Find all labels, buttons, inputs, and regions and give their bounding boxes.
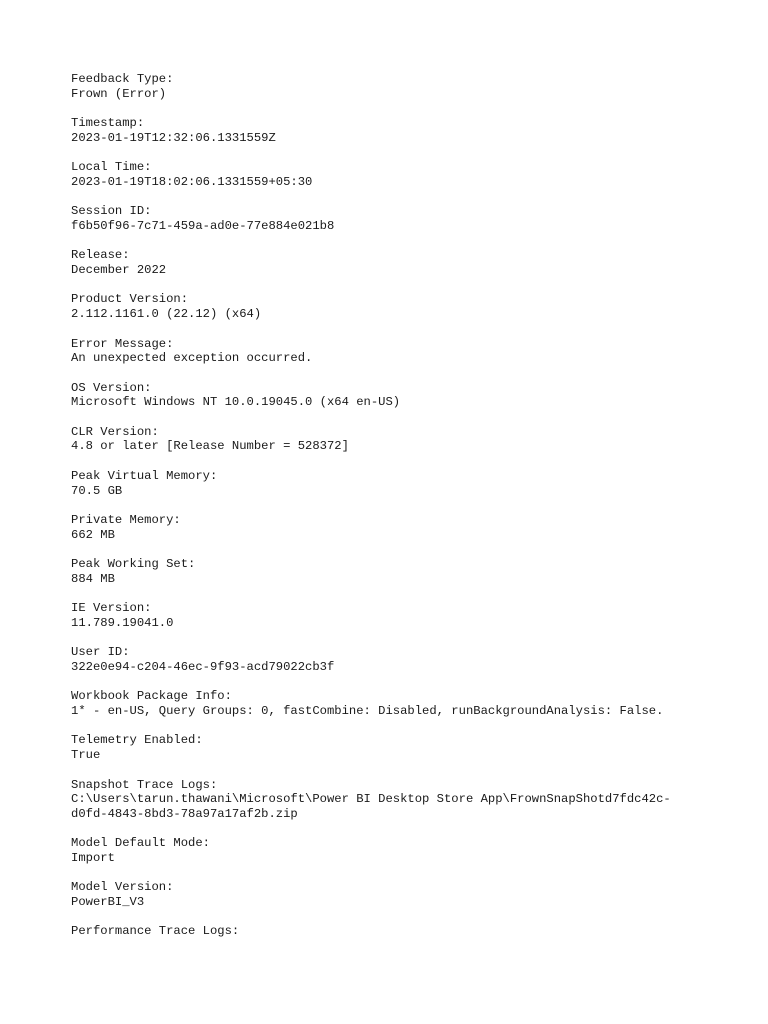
field-value: 1* - en-US, Query Groups: 0, fastCombine: Disabled, runBackgroundAnalysis: False. <box>71 704 664 719</box>
field-value: True <box>71 748 101 763</box>
field-value: Microsoft Windows NT 10.0.19045.0 (x64 en-US) <box>71 395 401 410</box>
field-label: Workbook Package Info: <box>71 689 232 704</box>
field-value: 70.5 GB <box>71 483 123 498</box>
field-product-version <box>71 292 711 321</box>
field-value: 2023-01-19T12:32:06.1331559Z <box>71 130 276 145</box>
field-label: CLR Version: <box>71 424 159 439</box>
field-clr-version <box>71 425 711 454</box>
field-feedback-type <box>71 72 711 101</box>
field-release <box>71 248 711 277</box>
field-local-time <box>71 160 711 189</box>
field-label: Private Memory: <box>71 512 181 527</box>
field-error-message <box>71 337 711 366</box>
field-private-memory <box>71 513 711 542</box>
field-value: Frown (Error) <box>71 86 167 101</box>
field-label: Peak Working Set: <box>71 557 196 572</box>
field-value: 11.789.19041.0 <box>71 615 174 630</box>
field-value: 662 MB <box>71 527 115 542</box>
field-label: Model Version: <box>71 880 174 895</box>
field-label: Snapshot Trace Logs: <box>71 777 218 792</box>
field-label: Telemetry Enabled: <box>71 733 203 748</box>
field-value: C:\Users\tarun.thawani\Microsoft\Power BI Desktop Store App\FrownSnapShotd7fdc42c- d0fd-4843-8bd3-78a97a17af2b.zip <box>71 792 671 821</box>
field-value: An unexpected exception occurred. <box>71 351 313 366</box>
field-label: Local Time: <box>71 160 152 175</box>
field-performance-trace-logs <box>71 924 711 939</box>
field-value: December 2022 <box>71 263 167 278</box>
field-telemetry-enabled <box>71 733 711 762</box>
field-timestamp <box>71 116 711 145</box>
field-label: Product Version: <box>71 292 189 307</box>
field-user-id <box>71 645 711 674</box>
field-value: 4.8 or later [Release Number = 528372] <box>71 439 349 454</box>
field-value: 884 MB <box>71 571 115 586</box>
field-workbook-package-info <box>71 689 711 718</box>
field-label: User ID: <box>71 645 130 660</box>
field-session-id <box>71 204 711 233</box>
field-model-default-mode <box>71 836 711 865</box>
field-label: Release: <box>71 248 130 263</box>
field-value: 322e0e94-c204-46ec-9f93-acd79022cb3f <box>71 659 335 674</box>
field-value: PowerBI_V3 <box>71 895 145 910</box>
field-value: 2.112.1161.0 (22.12) (x64) <box>71 307 262 322</box>
field-peak-virtual-memory <box>71 469 711 498</box>
field-label: Timestamp: <box>71 116 145 131</box>
field-model-version <box>71 880 711 909</box>
field-os-version <box>71 381 711 410</box>
field-label: OS Version: <box>71 380 152 395</box>
field-peak-working-set <box>71 557 711 586</box>
field-snapshot-trace-logs <box>71 778 711 822</box>
field-label: Performance Trace Logs: <box>71 924 240 939</box>
field-label: Session ID: <box>71 204 152 219</box>
field-ie-version <box>71 601 711 630</box>
feedback-report <box>71 72 711 954</box>
field-label: Model Default Mode: <box>71 836 210 851</box>
field-value: Import <box>71 851 115 865</box>
field-value: 2023-01-19T18:02:06.1331559+05:30 <box>71 174 313 189</box>
field-label: Peak Virtual Memory: <box>71 468 218 483</box>
field-label: Error Message: <box>71 336 174 351</box>
field-label: IE Version: <box>71 601 152 616</box>
field-value: f6b50f96-7c71-459a-ad0e-77e884e021b8 <box>71 218 335 233</box>
field-label: Feedback Type: <box>71 72 174 86</box>
